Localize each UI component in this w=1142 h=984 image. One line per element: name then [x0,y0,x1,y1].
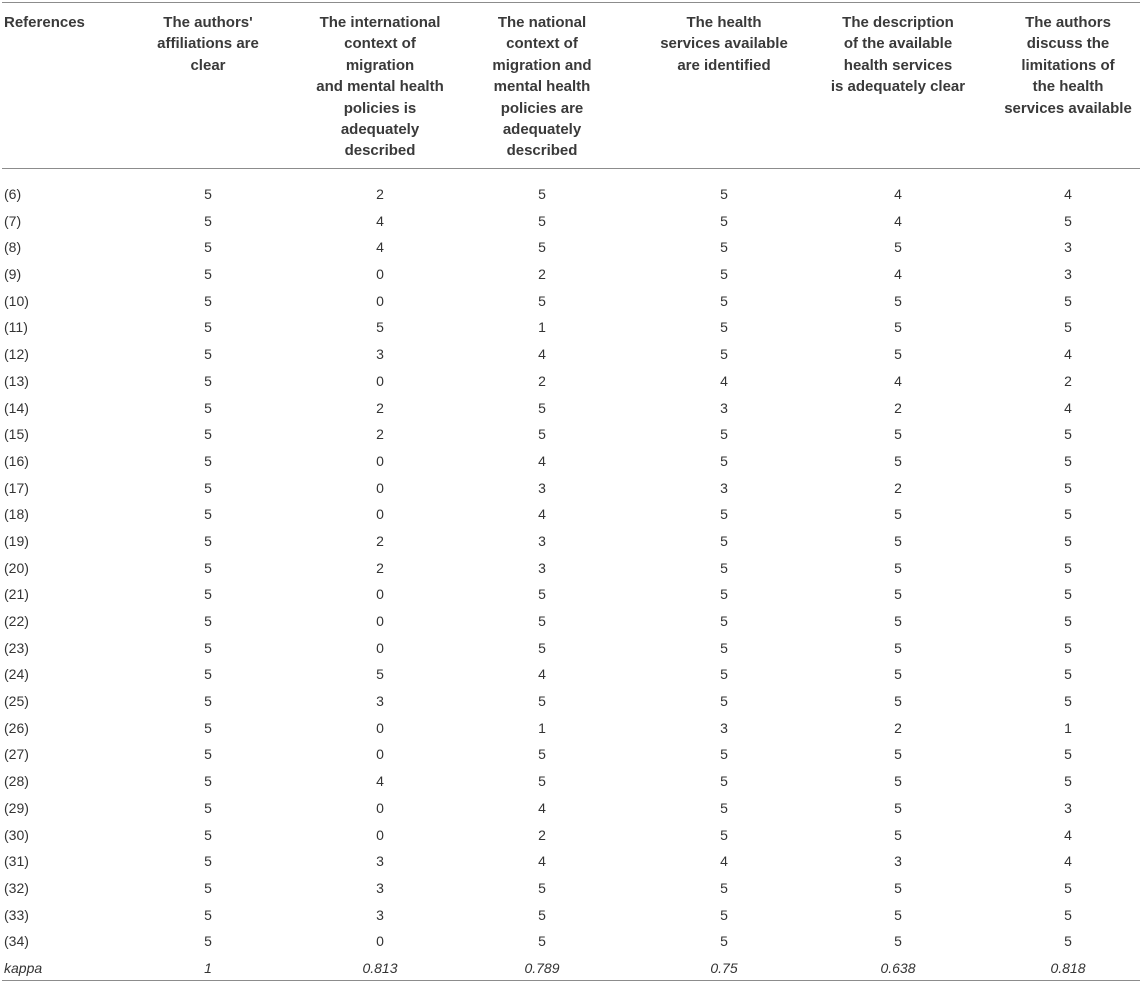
cell-limitations-score: 5 [1064,452,1072,469]
cell-identified-score: 5 [720,532,728,549]
cell-reference: (9) [4,266,22,283]
cell-limitations-score: 3 [1064,799,1072,816]
cell-description-score: 5 [894,292,902,309]
table-row [0,635,1142,662]
header-references: References [4,14,85,31]
cell-description-score: 5 [894,239,902,256]
cell-international-score: 0 [376,933,384,950]
cell-national-score: 1 [538,319,546,336]
cell-identified-score: 5 [720,186,728,202]
cell-reference: (17) [4,479,29,496]
cell-identified-score: 3 [720,399,728,416]
cell-limitations-score: 5 [1064,532,1072,549]
table-row [0,181,1142,208]
table-row [0,448,1142,475]
cell-affiliations-score: 5 [204,666,212,683]
cell-national-score: 4 [538,452,546,469]
cell-limitations-score: 5 [1064,506,1072,523]
cell-identified-score: 5 [720,319,728,336]
cell-limitations-score: 4 [1064,186,1072,202]
header-services-description: The description of the available health services is adequately clear [830,14,966,96]
cell-national-score: 1 [538,719,546,736]
cell-reference: (21) [4,586,29,603]
cell-limitations-score: 5 [1064,773,1072,790]
cell-description-score: 4 [894,266,902,283]
cell-reference: (24) [4,666,29,683]
cell-affiliations-score: 5 [204,506,212,523]
header-services-limitations: The authors discuss the limitations of the health services available [1004,14,1132,117]
cell-description-score: 5 [894,613,902,629]
cell-limitations-score: 3 [1064,239,1072,256]
cell-international-score: 0 [376,826,384,843]
cell-international-score: 0 [376,746,384,763]
cell-description-score: 5 [894,693,902,710]
cell-affiliations-score: 5 [204,372,212,389]
cell-reference: (10) [4,292,29,309]
cell-affiliations-score: 5 [204,532,212,549]
cell-international-score: 0 [376,799,384,816]
cell-international-score: 5 [376,319,384,336]
cell-identified-score: 3 [720,479,728,496]
cell-affiliations-score: 5 [204,879,212,896]
cell-national-score: 5 [538,773,546,790]
table-header-row [0,12,1142,162]
cell-national-score: 4 [538,853,546,870]
cell-affiliations-score: 5 [204,452,212,469]
table-bottom-rule [2,980,1140,981]
cell-limitations-score: 5 [1064,613,1072,629]
table-row [0,768,1142,795]
cell-international-score: 0 [376,639,384,656]
cell-affiliations-score: 5 [204,693,212,710]
cell-description-score: 3 [894,853,902,870]
cell-limitations-score: 5 [1064,426,1072,443]
cell-national-score: 4 [538,506,546,523]
cell-limitations-score: 3 [1064,266,1072,283]
cell-description-score: 5 [894,639,902,656]
cell-reference: (15) [4,426,29,443]
cell-international-score: 2 [376,532,384,549]
cell-reference: (11) [4,319,28,336]
cell-description-score: 5 [894,906,902,923]
cell-international-score: 0 [376,372,384,389]
cell-limitations-score: 5 [1064,212,1072,229]
header-national-context: The national context of migration and mental health policies are adequately described [492,14,592,160]
cell-reference: (13) [4,372,29,389]
cell-affiliations-score: 5 [204,292,212,309]
cell-affiliations-score: 5 [204,933,212,950]
cell-limitations-score: 5 [1064,559,1072,576]
table-row [0,822,1142,849]
cell-affiliations-score: 5 [204,853,212,870]
header-divider-rule [2,168,1140,169]
cell-description-score: 5 [894,346,902,363]
cell-national-score: 5 [538,693,546,710]
cell-international-score: 0 [376,586,384,603]
cell-description-score: 2 [894,399,902,416]
table-row [0,688,1142,715]
cell-affiliations-score: 5 [204,212,212,229]
cell-national-score: 2 [538,266,546,283]
cell-description-score: 5 [894,319,902,336]
cell-identified-score: 5 [720,586,728,603]
cell-reference: (27) [4,746,29,763]
cell-international-score: 5 [376,666,384,683]
cell-identified-score: 5 [720,933,728,950]
cell-description-score: 5 [894,879,902,896]
cell-affiliations-score: 5 [204,906,212,923]
cell-affiliations-score: 5 [204,799,212,816]
cell-affiliations-score: 5 [204,319,212,336]
cell-description-score: 5 [894,426,902,443]
cell-national-score: 5 [538,186,546,202]
cell-description-score: 5 [894,773,902,790]
cell-national-score: 5 [538,426,546,443]
cell-identified-score: 5 [720,292,728,309]
cell-limitations-score: 4 [1064,853,1072,870]
cell-international-score: 0 [376,266,384,283]
table-row [0,395,1142,422]
cell-affiliations-score: 5 [204,426,212,443]
cell-national-score: 2 [538,826,546,843]
cell-limitations-score: 4 [1064,826,1072,843]
cell-identified-score: 5 [720,826,728,843]
cell-limitations-score: 5 [1064,746,1072,763]
cell-identified-score: 3 [720,719,728,736]
cell-limitations-score: 5 [1064,906,1072,923]
kappa-value: 0.813 [362,959,398,976]
cell-international-score: 3 [376,693,384,710]
cell-affiliations-score: 5 [204,266,212,283]
cell-identified-score: 5 [720,426,728,443]
table-row [0,581,1142,608]
cell-identified-score: 5 [720,666,728,683]
cell-national-score: 5 [538,879,546,896]
cell-international-score: 2 [376,426,384,443]
header-international-context: The international context of migration and mental health policies is adequately described [316,14,444,160]
cell-affiliations-score: 5 [204,719,212,736]
table-body [0,181,1142,982]
cell-national-score: 5 [538,746,546,763]
cell-identified-score: 5 [720,746,728,763]
cell-national-score: 4 [538,346,546,363]
cell-identified-score: 5 [720,346,728,363]
cell-description-score: 2 [894,479,902,496]
header-affiliations-clear: The authors' affiliations are clear [157,14,259,74]
cell-national-score: 4 [538,666,546,683]
cell-limitations-score: 5 [1064,879,1072,896]
cell-limitations-score: 5 [1064,319,1072,336]
cell-national-score: 3 [538,559,546,576]
cell-identified-score: 4 [720,372,728,389]
cell-identified-score: 5 [720,613,728,629]
cell-description-score: 5 [894,746,902,763]
cell-international-score: 3 [376,853,384,870]
kappa-value: 0.789 [524,959,560,976]
cell-international-score: 0 [376,719,384,736]
cell-reference: (19) [4,532,29,549]
cell-reference: (23) [4,639,29,656]
table-row [0,741,1142,768]
table-row [0,795,1142,822]
table-row [0,848,1142,875]
cell-affiliations-score: 5 [204,479,212,496]
cell-international-score: 2 [376,399,384,416]
table-row [0,501,1142,528]
cell-limitations-score: 5 [1064,666,1072,683]
cell-limitations-score: 2 [1064,372,1072,389]
cell-affiliations-score: 5 [204,239,212,256]
kappa-row [0,955,1142,982]
table-row [0,421,1142,448]
cell-international-score: 0 [376,613,384,629]
cell-national-score: 5 [538,239,546,256]
cell-identified-score: 5 [720,506,728,523]
cell-description-score: 5 [894,532,902,549]
cell-limitations-score: 5 [1064,586,1072,603]
cell-description-score: 5 [894,452,902,469]
cell-identified-score: 5 [720,239,728,256]
cell-national-score: 5 [538,212,546,229]
cell-limitations-score: 5 [1064,479,1072,496]
header-services-identified: The health services available are identified [660,14,788,74]
table-row [0,288,1142,315]
table-row [0,528,1142,555]
cell-international-score: 0 [376,479,384,496]
cell-reference: (25) [4,693,29,710]
cell-reference: (28) [4,773,29,790]
table-row [0,475,1142,502]
cell-description-score: 4 [894,212,902,229]
cell-affiliations-score: 5 [204,186,212,202]
table-row [0,341,1142,368]
table-row [0,902,1142,929]
table-row [0,608,1142,635]
cell-affiliations-score: 5 [204,559,212,576]
cell-description-score: 5 [894,506,902,523]
cell-affiliations-score: 5 [204,746,212,763]
cell-limitations-score: 4 [1064,399,1072,416]
cell-national-score: 5 [538,906,546,923]
cell-identified-score: 5 [720,773,728,790]
cell-reference: (8) [4,239,22,256]
cell-affiliations-score: 5 [204,613,212,629]
table-row [0,715,1142,742]
cell-description-score: 5 [894,666,902,683]
cell-description-score: 5 [894,799,902,816]
kappa-value: 1 [204,959,212,976]
table-row [0,314,1142,341]
cell-description-score: 4 [894,186,902,202]
cell-affiliations-score: 5 [204,586,212,603]
cell-limitations-score: 5 [1064,693,1072,710]
cell-reference: (14) [4,399,29,416]
cell-identified-score: 5 [720,212,728,229]
cell-description-score: 2 [894,719,902,736]
cell-national-score: 5 [538,292,546,309]
cell-description-score: 5 [894,586,902,603]
cell-international-score: 3 [376,879,384,896]
table-row [0,261,1142,288]
cell-reference: (34) [4,933,29,950]
table-row [0,661,1142,688]
cell-national-score: 2 [538,372,546,389]
cell-reference: (18) [4,506,29,523]
table-row [0,368,1142,395]
cell-limitations-score: 4 [1064,346,1072,363]
cell-reference: (16) [4,452,29,469]
cell-identified-score: 5 [720,452,728,469]
cell-reference: (30) [4,826,29,843]
table-top-rule [2,2,1140,3]
cell-limitations-score: 5 [1064,292,1072,309]
cell-national-score: 4 [538,799,546,816]
cell-national-score: 5 [538,933,546,950]
cell-identified-score: 4 [720,853,728,870]
cell-international-score: 0 [376,506,384,523]
kappa-value: 0.75 [710,959,738,976]
table-row [0,208,1142,235]
cell-national-score: 5 [538,613,546,629]
cell-national-score: 5 [538,586,546,603]
cell-national-score: 3 [538,532,546,549]
cell-international-score: 4 [376,212,384,229]
kappa-value: 0.638 [880,959,916,976]
cell-identified-score: 5 [720,879,728,896]
cell-affiliations-score: 5 [204,399,212,416]
cell-affiliations-score: 5 [204,826,212,843]
cell-international-score: 0 [376,452,384,469]
cell-identified-score: 5 [720,266,728,283]
cell-identified-score: 5 [720,799,728,816]
cell-affiliations-score: 5 [204,346,212,363]
cell-reference: (33) [4,906,29,923]
cell-international-score: 4 [376,773,384,790]
cell-reference: (22) [4,613,29,629]
cell-international-score: 0 [376,292,384,309]
cell-international-score: 2 [376,559,384,576]
cell-reference: (12) [4,346,29,363]
kappa-label: kappa [4,959,43,976]
kappa-value: 0.818 [1050,959,1086,976]
table-row [0,234,1142,261]
cell-description-score: 5 [894,933,902,950]
table-row [0,875,1142,902]
cell-international-score: 3 [376,906,384,923]
cell-national-score: 5 [538,639,546,656]
cell-description-score: 5 [894,559,902,576]
cell-international-score: 4 [376,239,384,256]
cell-reference: (26) [4,719,29,736]
cell-description-score: 5 [894,826,902,843]
cell-affiliations-score: 5 [204,773,212,790]
cell-identified-score: 5 [720,906,728,923]
cell-identified-score: 5 [720,639,728,656]
cell-limitations-score: 1 [1064,719,1072,736]
cell-identified-score: 5 [720,559,728,576]
cell-description-score: 4 [894,372,902,389]
cell-reference: (7) [4,212,22,229]
cell-affiliations-score: 5 [204,639,212,656]
cell-international-score: 3 [376,346,384,363]
cell-limitations-score: 5 [1064,933,1072,950]
cell-reference: (20) [4,559,29,576]
cell-reference: (31) [4,853,29,870]
cell-reference: (6) [4,186,22,202]
cell-international-score: 2 [376,186,384,202]
table-row [0,555,1142,582]
table-row [0,928,1142,955]
cell-limitations-score: 5 [1064,639,1072,656]
cell-national-score: 5 [538,399,546,416]
cell-identified-score: 5 [720,693,728,710]
cell-reference: (32) [4,879,29,896]
cell-reference: (29) [4,799,29,816]
cell-national-score: 3 [538,479,546,496]
